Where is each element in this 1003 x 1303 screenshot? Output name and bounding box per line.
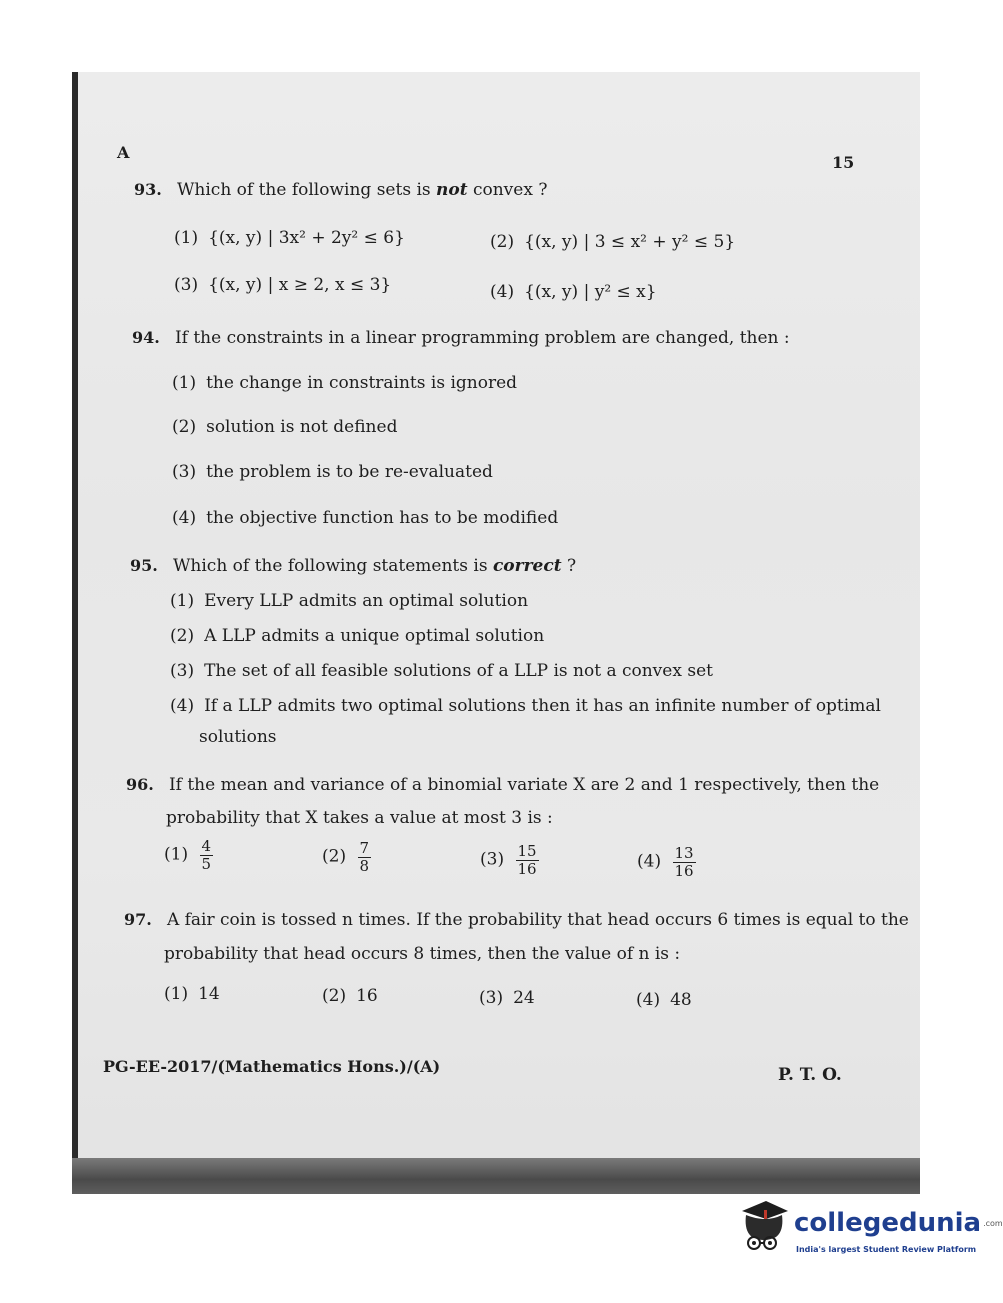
option-94-4[interactable]: (4) the objective function has to be modified <box>172 508 559 528</box>
question-96 <box>126 775 879 795</box>
fraction: $\frac{15}{16}$ <box>517 842 537 878</box>
question-text-line2: probability that head occurs 8 times, then the value of n is : <box>164 944 681 964</box>
pto-label: P. T. O. <box>778 1065 842 1085</box>
option-94-1[interactable]: (1) the change in constraints is ignored <box>172 373 518 393</box>
option-93-4[interactable]: (4) {(x, y) | y² ≤ x} <box>490 282 657 302</box>
question-94 <box>132 328 790 348</box>
brand-name[interactable]: collegedunia .com <box>794 1208 1003 1238</box>
scan-bottom-edge <box>72 1158 920 1194</box>
question-text-line2: probability that X takes a value at most 3 is : <box>166 808 553 828</box>
fraction: $\frac{7}{8}$ <box>359 839 370 875</box>
brand-tagline: India's largest Student Review Platform <box>796 1245 977 1254</box>
question-text-line1: If the mean and variance of a binomial variate X are 2 and 1 respectively, then the <box>168 775 880 795</box>
option-97-2[interactable]: (2) 16 <box>322 986 378 1006</box>
question-text: Which of the following sets is not convex ? <box>176 180 548 200</box>
option-95-3[interactable]: (3) The set of all feasible solutions of a LLP is not a convex set <box>170 661 713 681</box>
option-96-2[interactable]: (2) $\frac{7}{8}$ <box>322 839 370 875</box>
option-97-4[interactable]: (4) 48 <box>636 990 692 1010</box>
option-93-3[interactable]: (3) {(x, y) | x ≥ 2, x ≤ 3} <box>174 275 392 295</box>
question-number: 94. <box>132 328 160 347</box>
paper-code: PG-EE-2017/(Mathematics Hons.)/(A) <box>103 1057 441 1076</box>
mascot-logo-icon <box>736 1197 792 1257</box>
fraction: $\frac{4}{5}$ <box>201 837 212 873</box>
page-number: 15 <box>832 153 855 172</box>
option-97-1[interactable]: (1) 14 <box>164 984 220 1004</box>
set-label: A <box>117 143 130 162</box>
question-number: 93. <box>134 180 162 199</box>
question-number: 96. <box>126 775 154 794</box>
option-95-1[interactable]: (1) Every LLP admits an optimal solution <box>170 591 529 611</box>
option-95-4-continued: solutions <box>199 727 277 747</box>
question-number: 97. <box>124 910 152 929</box>
question-95 <box>130 556 576 576</box>
question-text: Which of the following statements is correct ? <box>172 556 577 576</box>
option-93-2[interactable]: (2) {(x, y) | 3 ≤ x² + y² ≤ 5} <box>490 232 736 252</box>
question-text-line1: A fair coin is tossed n times. If the probability that head occurs 6 times is equal to the <box>166 910 909 930</box>
option-95-2[interactable]: (2) A LLP admits a unique optimal solution <box>170 626 545 646</box>
question-number: 95. <box>130 556 158 575</box>
brand-suffix: .com <box>983 1219 1003 1228</box>
option-94-3[interactable]: (3) the problem is to be re-evaluated <box>172 462 493 482</box>
question-97 <box>124 910 909 930</box>
option-96-3[interactable]: (3) $\frac{15}{16}$ <box>480 842 537 878</box>
question-text: If the constraints in a linear programming problem are changed, then : <box>174 328 790 348</box>
option-96-4[interactable]: (4) $\frac{13}{16}$ <box>637 844 694 880</box>
option-95-4[interactable]: (4) If a LLP admits two optimal solutions then it has an infinite number of optimal <box>170 696 881 716</box>
option-93-1[interactable]: (1) {(x, y) | 3x² + 2y² ≤ 6} <box>174 228 405 248</box>
question-93 <box>134 180 547 200</box>
fraction: $\frac{13}{16}$ <box>674 844 694 880</box>
option-94-2[interactable]: (2) solution is not defined <box>172 417 398 437</box>
option-97-3[interactable]: (3) 24 <box>479 988 535 1008</box>
option-96-1[interactable]: (1) $\frac{4}{5}$ <box>164 837 212 873</box>
